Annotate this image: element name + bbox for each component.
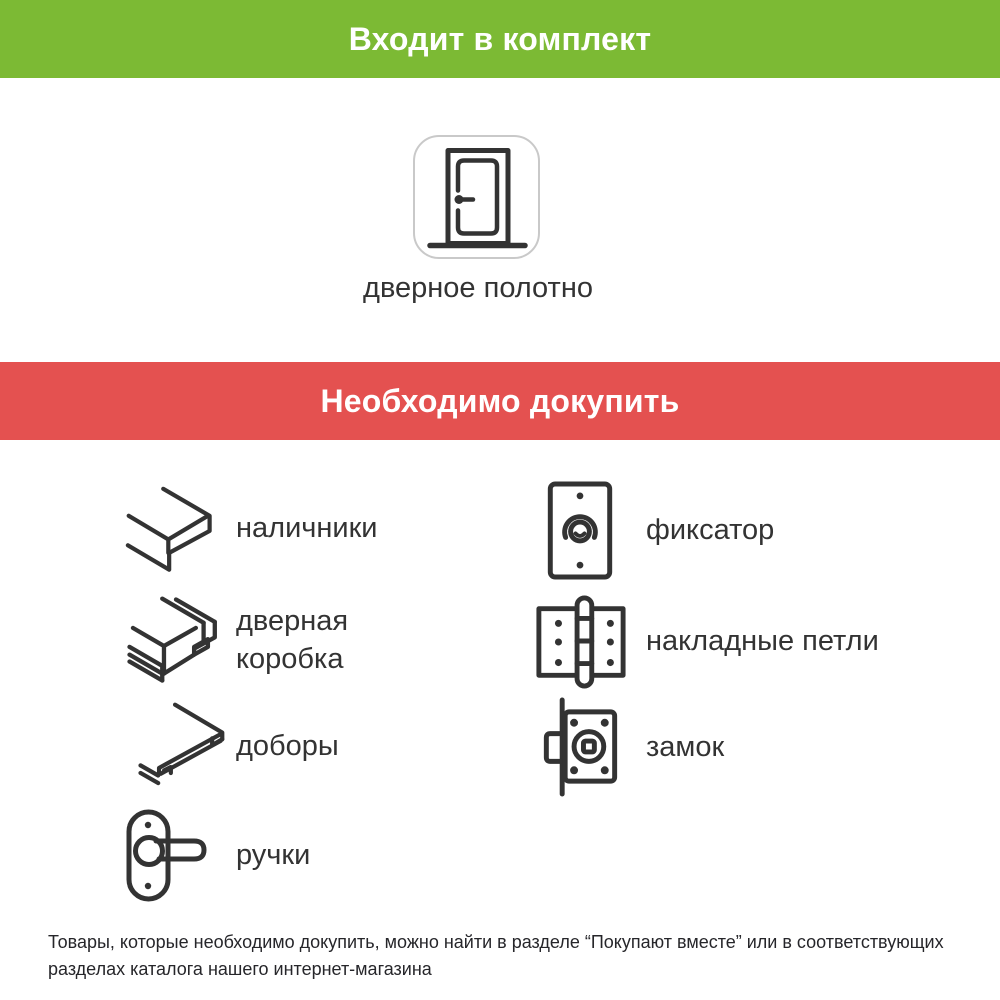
item-label: замок [646, 730, 725, 763]
buy-section-header-band [0, 362, 1000, 440]
fixator-latch-icon [514, 481, 646, 580]
included-section-title: Входит в комплект [348, 20, 652, 57]
door-leaf-card [413, 135, 540, 259]
door-frame-icon [104, 590, 236, 690]
hinge-icon [514, 592, 646, 690]
item-label: ручки [236, 838, 311, 871]
item-label: дверная коробка [236, 604, 349, 675]
item-label: накладные петли [646, 624, 879, 657]
door-leaf-label: дверное полотно [363, 272, 593, 304]
buy-section-title: Необходимо докупить [320, 382, 680, 419]
item-label: доборы [236, 729, 339, 762]
item-label: наличники [236, 511, 378, 544]
door-leaf-icon [413, 135, 540, 259]
item-label: фиксатор [646, 513, 775, 546]
item-fixator [514, 475, 774, 585]
footer-note: Товары, которые необходимо докупить, можно найти в разделе “Покупают вместе” или в соответствующих разделах каталога нашего интернет-магазина [48, 932, 944, 979]
lock-icon [514, 697, 646, 797]
door-handle-icon [104, 808, 236, 903]
architrave-icon [104, 478, 236, 578]
item-lock [514, 692, 724, 802]
included-section-header-band [0, 0, 1000, 78]
item-architraves [104, 473, 377, 583]
item-handles [104, 800, 310, 910]
extension-board-icon [104, 699, 236, 793]
item-door-frame [104, 585, 421, 695]
item-hinges [514, 586, 879, 696]
item-extensions [104, 691, 339, 801]
